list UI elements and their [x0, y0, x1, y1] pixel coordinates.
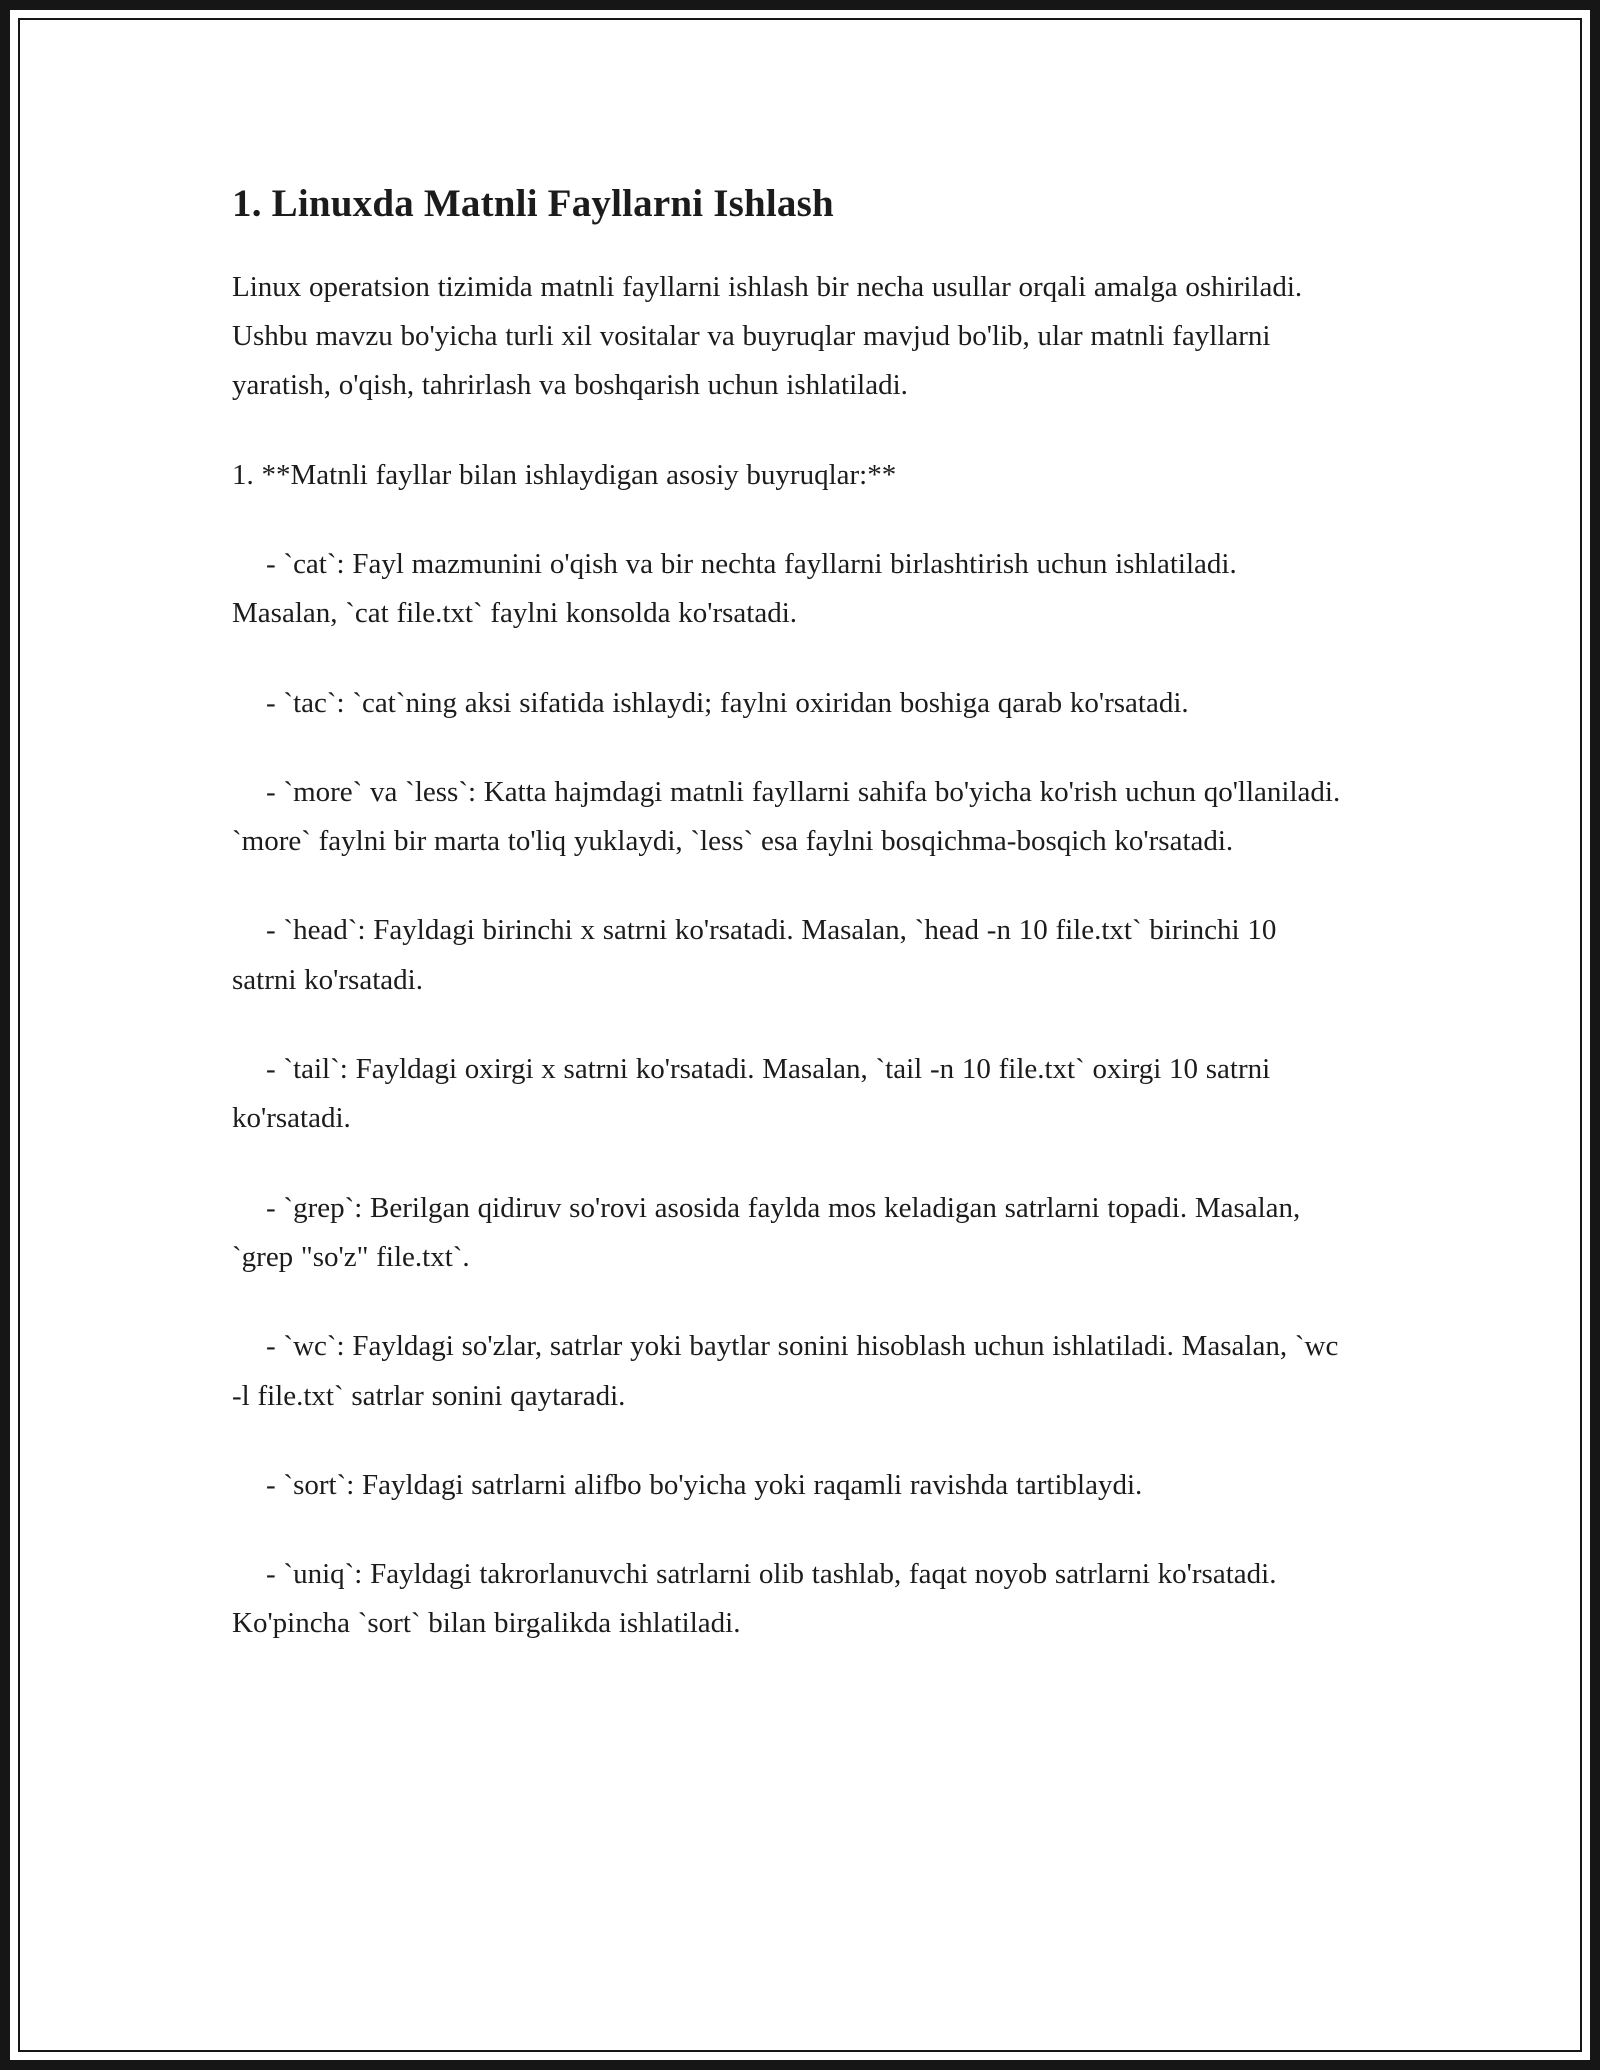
list-item-sort: - `sort`: Fayldagi satrlarni alifbo bo'yicha yoki raqamli ravishda tartiblaydi. — [266, 1468, 1143, 1501]
list-item-cat: - `cat`: Fayl mazmunini o'qish va bir nechta fayllarni birlashtirish uchun ishlatiladi. Masalan, `cat file.txt` faylni konsolda ko'rsatadi. — [232, 547, 1237, 630]
list-item-wc: - `wc`: Fayldagi so'zlar, satrlar yoki baytlar sonini hisoblash uchun ishlatiladi. Masalan, `wc -l file.txt` satrlar sonini qaytaradi. — [232, 1330, 1339, 1412]
list-item-tail: - `tail`: Fayldagi oxirgi x satrni ko'rsatadi. Masalan, `tail -n 10 file.txt` oxirgi 10 satrni ko'rsatadi. — [232, 1053, 1271, 1135]
section-heading: 1. **Matnli fayllar bilan ishlaydigan asosiy buyruqlar:** — [232, 458, 897, 491]
list-item-head: - `head`: Fayldagi birinchi x satrni ko'rsatadi. Masalan, `head -n 10 file.txt` birinchi 10 satrni ko'rsatadi. — [232, 914, 1277, 996]
document-title: 1. Linuxda Matnli Fayllarni Ishlash — [232, 182, 834, 225]
list-item-tac: - `tac`: `cat`ning aksi sifatida ishlaydi; faylni oxiridan boshiga qarab ko'rsatadi. — [266, 686, 1189, 719]
intro-paragraph: Linux operatsion tizimida matnli fayllarni ishlash bir necha usullar orqali amalga oshiriladi. Ushbu mavzu bo'yicha turli xil vositalar va buyruqlar mavjud bo'lib, ular matnli fayllarni yaratish, o'qish, tahrirlash va boshqarish uchun ishlatiladi. — [232, 270, 1303, 402]
list-item-more-less: - `more` va `less`: Katta hajmdagi matnli fayllarni sahifa bo'yicha ko'rish uchun qo'llaniladi. `more` faylni bir marta to'liq yuklaydi, `less` esa faylni bosqichma-bosqich ko'rsatadi. — [232, 775, 1341, 858]
list-item-grep: - `grep`: Berilgan qidiruv so'rovi asosida faylda mos keladigan satrlarni topadi. Masalan, `grep "so'z" file.txt`. — [232, 1191, 1301, 1273]
page-inner-frame — [18, 18, 1582, 2052]
list-item-uniq: - `uniq`: Fayldagi takrorlanuvchi satrlarni olib tashlab, faqat noyob satrlarni ko'rsatadi. Ko'pincha `sort` bilan birgalikda ishlatiladi. — [232, 1558, 1277, 1640]
